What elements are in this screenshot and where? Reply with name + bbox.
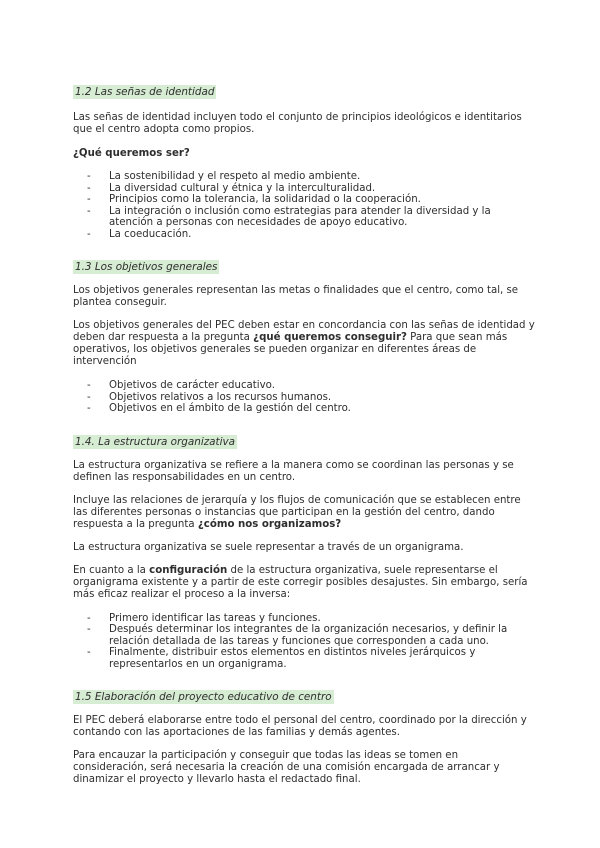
list-item: - La diversidad cultural y étnica y la interculturalidad. xyxy=(73,183,535,195)
paragraph: Los objetivos generales del PEC deben estar en concordancia con las señas de identidad y deben dar respuesta a la pregunta ¿qué queremos conseguir? Para que sean más operativos, los objetivos generales se pueden organizar en diferentes áreas de intervención xyxy=(73,320,535,367)
list-item: - Objetivos en el ámbito de la gestión del centro. xyxy=(73,403,535,415)
section-heading-1-3: 1.3 Los objetivos generales xyxy=(75,261,218,273)
section-heading-1-4: 1.4. La estructura organizativa xyxy=(75,435,236,448)
list-item: - La sostenibilidad y el respeto al medio ambiente. xyxy=(73,171,535,183)
list-item: - La integración o inclusión como estrategias para atender la diversidad y la atención a personas con necesidades de apoyo educativo. xyxy=(73,206,535,229)
question: ¿Qué queremos ser? xyxy=(73,148,190,159)
list-item: - Finalmente, distribuir estos elementos en distintos niveles jerárquicos y representarlos en un organigrama. xyxy=(73,647,535,670)
list-item: - Primero identificar las tareas y funciones. xyxy=(73,613,535,625)
paragraph: Las señas de identidad incluyen todo el conjunto de principios ideológicos e identitarios que el centro adopta como propios. xyxy=(73,112,522,135)
paragraph: Incluye las relaciones de jerarquía y los flujos de comunicación que se establecen entre las diferentes personas o instancias que participan en la gestión del centro, dando respuesta a la pregunta ¿cómo nos organizamos? xyxy=(73,494,521,530)
bullet-list xyxy=(73,613,535,671)
section-heading-1-5: 1.5 Elaboración del proyecto educativo de centro xyxy=(75,691,332,703)
paragraph: En cuanto a la configuración de la estructura organizativa, suele representarse el organigrama existente y a partir de este corregir posibles desajustes. Sin embargo, sería más eficaz realizar el proceso a la inversa: xyxy=(73,564,528,600)
document-page xyxy=(73,80,535,786)
paragraph: Para encauzar la participación y conseguir que todas las ideas se tomen en consideración, será necesaria la creación de una comisión encargada de arrancar y dinamizar el proyecto y llevarlo hasta el redactado final. xyxy=(73,750,500,785)
section-heading-1-2: 1.2 Las señas de identidad xyxy=(75,86,215,98)
bullet-list xyxy=(73,171,535,240)
paragraph: El PEC deberá elaborarse entre todo el personal del centro, coordinado por la dirección y contando con las aportaciones de las familias y demás agentes. xyxy=(73,715,527,738)
list-item: - Después determinar los integrantes de la organización necesarios, y definir la relación detallada de las tareas y funciones que corresponden a cada uno. xyxy=(73,624,535,647)
bullet-list xyxy=(73,380,535,415)
paragraph: La estructura organizativa se refiere a la manera como se coordinan las personas y se definen las responsabilidades en un centro. xyxy=(73,459,514,483)
list-item: - La coeducación. xyxy=(73,229,535,241)
paragraph: Los objetivos generales representan las metas o finalidades que el centro, como tal, se plantea conseguir. xyxy=(73,285,519,308)
list-item: - Principios como la tolerancia, la solidaridad o la cooperación. xyxy=(73,194,535,206)
list-item: - Objetivos de carácter educativo. xyxy=(73,380,535,392)
list-item: - Objetivos relativos a los recursos humanos. xyxy=(73,392,535,404)
paragraph: La estructura organizativa se suele representar a través de un organigrama. xyxy=(73,541,464,553)
